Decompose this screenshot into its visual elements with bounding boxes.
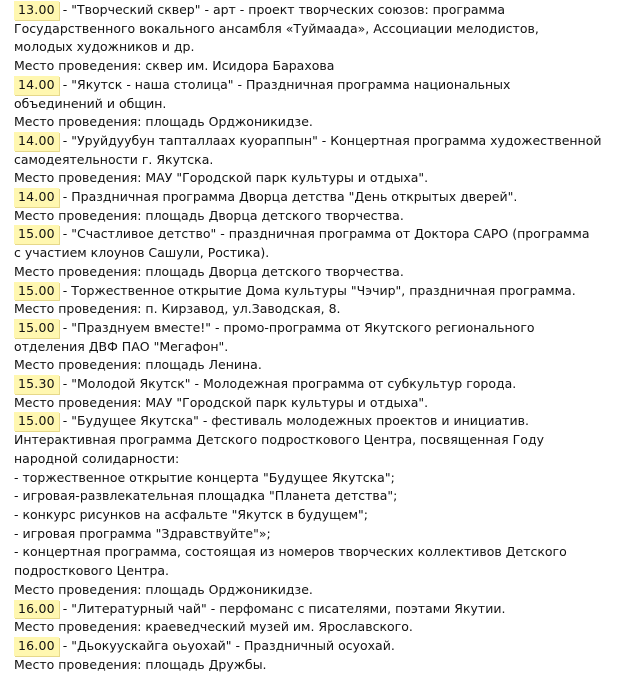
event-description-line [14,338,614,357]
event-detail-line: Интерактивная программа Детского подросткового Центра, посвященная Году [14,432,544,448]
event-venue: Место проведения: площадь Дворца детского творчества. [14,263,404,279]
event-text: "Якутск - наша столица" - Праздничная программа национальных [71,76,511,92]
event-title-line [14,76,614,95]
event-item [14,188,614,225]
event-item [14,319,614,375]
event-text: Государственного вокального ансамбля «Туймаада», Ассоциации мелодистов, [14,20,539,36]
event-text: самодеятельности г. Якутска. [14,151,214,167]
event-item [14,282,614,319]
event-title-line [14,225,614,244]
event-title-line [14,600,614,619]
event-venue: Место проведения: площадь Орджоникидзе. [14,581,313,597]
event-detail-line: - конкурс рисунков на асфальте "Якутск в будущем"; [14,506,369,522]
event-detail-line: народной солидарности: [14,450,180,466]
event-text: "Литературный чай" - перфоманс с писателями, поэтами Якутии. [71,600,506,616]
separator-dash: - [58,2,72,17]
event-venue: Место проведения: площадь Орджоникидзе. [14,114,313,130]
event-item [14,225,614,281]
separator-dash: - [58,319,72,335]
event-detail-line: - игровая-развлекательная площадка "Планета детства"; [14,488,398,504]
event-title-line [14,375,614,394]
event-venue: Место проведения: сквер им. Исидора Барахова [14,58,335,74]
event-detail-line: подросткового Центра. [14,563,170,579]
event-title-line [14,319,614,338]
event-time-badge: 15.00 [14,412,59,431]
event-venue: Место проведения: площадь Дворца детского творчества. [14,207,404,223]
event-item [14,412,614,599]
event-description-line [14,151,614,170]
event-text: Праздничная программа Дворца детства "День открытых дверей". [71,189,518,205]
event-time-badge: 15.00 [14,225,59,244]
event-text: Торжественное открытие Дома культуры "Чэчир", праздничная программа. [71,282,576,298]
event-item [14,1,614,76]
event-venue: Место проведения: МАУ "Городской парк культуры и отдыха". [14,394,429,410]
event-description-line [14,244,614,263]
separator-dash: - [58,413,72,429]
event-title-line [14,1,614,20]
event-item [14,375,614,412]
event-detail-line: - игровая программа "Здравствуйте"»; [14,525,271,541]
event-venue: Место проведения: краеведческий музей им. Ярославского. [14,619,413,635]
event-text: объединений и общин. [14,95,167,111]
event-text: отделения ДВФ ПАО "Мегафон". [14,338,229,354]
separator-dash: - [58,600,72,616]
separator-dash: - [58,132,72,148]
event-time-badge: 16.00 [14,600,59,619]
event-time-badge: 15.30 [14,375,59,394]
event-item [14,76,614,132]
separator-dash: - [58,637,72,653]
event-text: молодых художников и др. [14,39,195,55]
event-text: "Молодой Якутск" - Молодежная программа от субкультур города. [71,376,517,392]
separator-dash: - [58,76,72,92]
event-time-badge: 14.00 [14,132,59,151]
event-text: "Счастливое детство" - праздничная программа от Доктора САРО (программа [71,226,590,242]
event-venue: Место проведения: МАУ "Городской парк культуры и отдыха". [14,170,429,186]
event-detail-line: - концертная программа, состоящая из номеров творческих коллективов Детского [14,544,567,560]
event-time-badge: 14.00 [14,188,59,207]
event-description-line [14,38,614,57]
event-text: "Дьокуускайга оьуохай" - Праздничный осуохай. [71,637,395,653]
event-title-line [14,188,614,207]
event-title-line [14,132,614,151]
event-text: "Уруйдуубун тапталлаах куораппын" - Концертная программа художественной [71,132,602,148]
event-time-badge: 15.00 [14,282,59,301]
event-time-badge: 13.00 [14,1,59,20]
separator-dash: - [58,282,72,298]
separator-dash: - [58,376,72,392]
event-description-line [14,95,614,114]
event-time-badge: 15.00 [14,319,59,338]
event-item [14,132,614,188]
event-time-badge: 14.00 [14,76,59,95]
event-title-line [14,412,614,431]
event-description-line [14,20,614,39]
event-text: с участием клоунов Сашули, Ростика). [14,245,270,261]
event-detail-line: - торжественное открытие концерта "Будущее Якутска"; [14,469,395,485]
separator-dash: - [58,226,72,242]
event-venue: Место проведения: площадь Дружбы. [14,656,267,672]
event-item [14,600,614,637]
event-text: "Будущее Якутска" - фестиваль молодежных проектов и инициатив. [71,413,529,429]
event-venue: Место проведения: площадь Ленина. [14,357,262,373]
event-text: "Празднуем вместе!" - промо-программа от Якутского регионального [71,319,535,335]
event-title-line [14,282,614,301]
event-time-badge: 16.00 [14,637,59,656]
event-title-line [14,637,614,656]
event-text: "Творческий сквер" - арт - проект творческих союзов: программа [71,2,506,17]
event-item [14,637,614,674]
separator-dash: - [58,189,72,205]
event-venue: Место проведения: п. Кирзавод, ул.Заводская, 8. [14,301,341,317]
